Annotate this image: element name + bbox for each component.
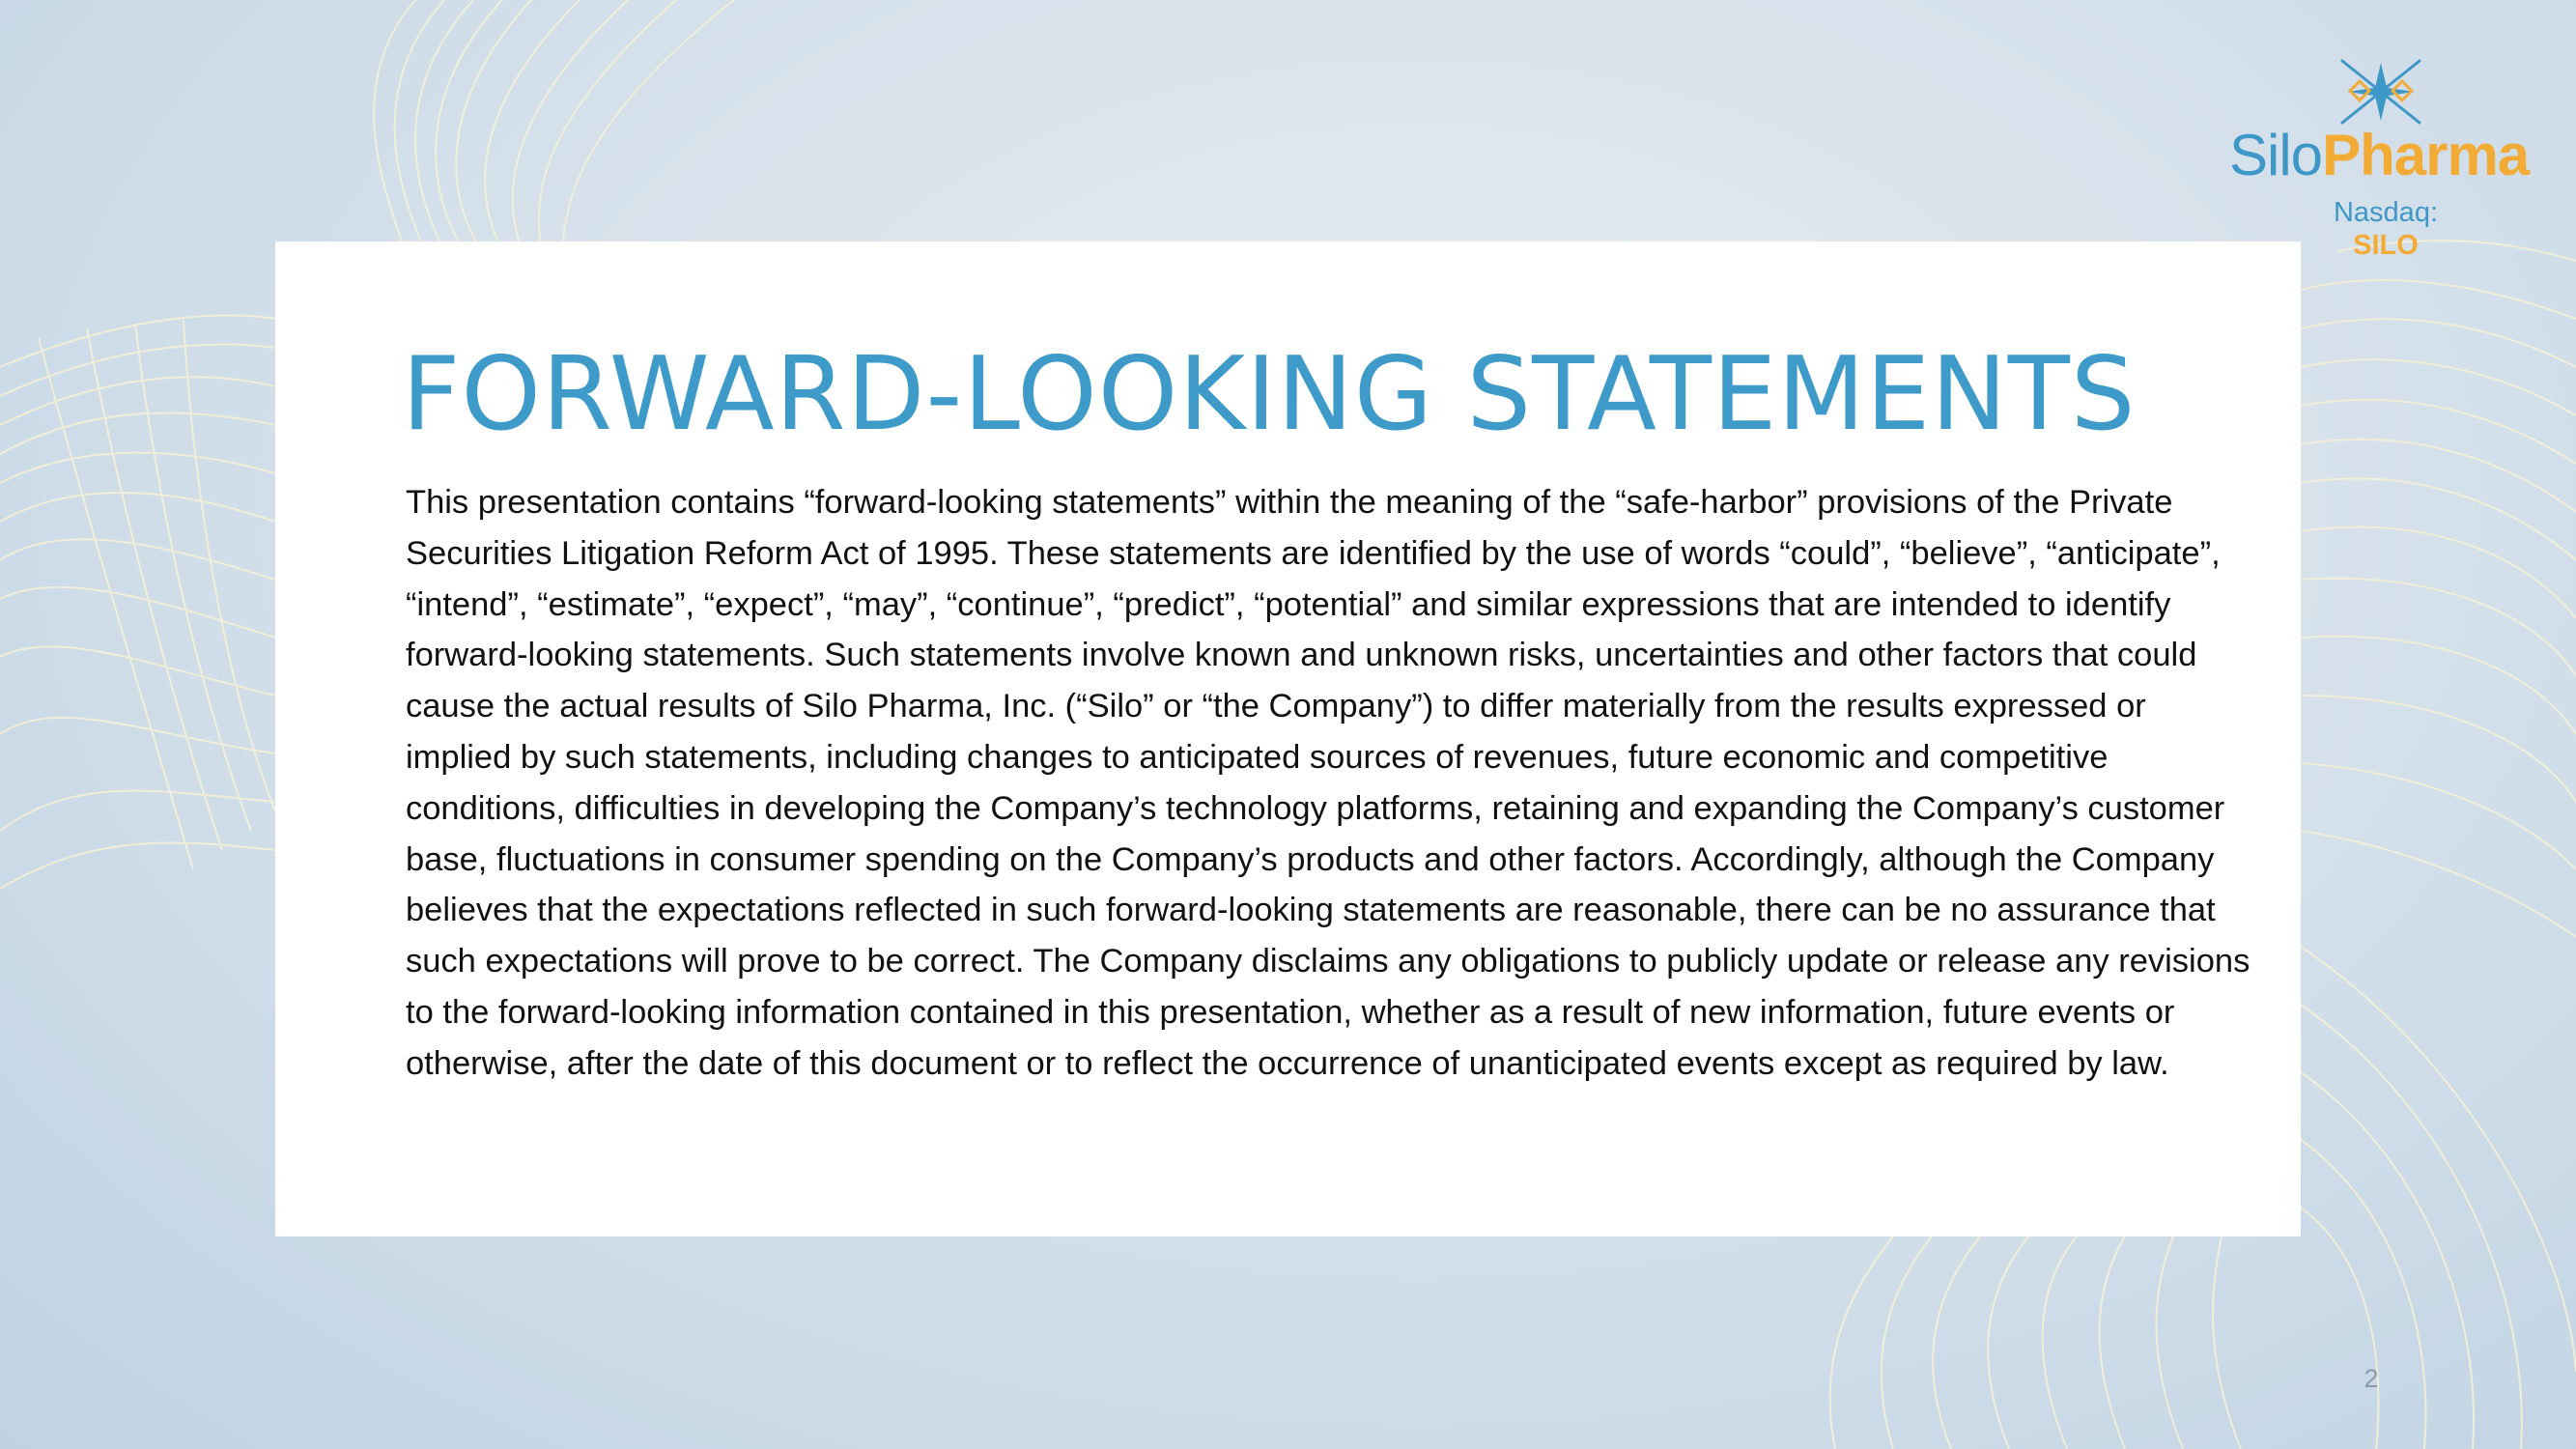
- logo-star-icon: [2328, 53, 2434, 130]
- logo-wordmark: [2229, 124, 2529, 187]
- logo-word-pharma: Pharma: [2322, 123, 2530, 187]
- page-number: 2: [2364, 1364, 2379, 1393]
- company-logo: [2222, 48, 2550, 270]
- exchange-label: Nasdaq:: [2333, 197, 2438, 228]
- logo-word-silo: Silo: [2229, 123, 2323, 187]
- slide-title: FORWARD-LOOKING STATEMENTS: [402, 335, 2137, 453]
- ticker-symbol: SILO: [2353, 230, 2419, 261]
- disclaimer-paragraph: This presentation contains “forward-looking statements” within the meaning of the “safe-harbor” provisions of the Private Securities Litigation Reform Act of 1995. These statements are identified by the use of words “could”, “believe”, “anticipate”, “intend”, “estimate”, “expect”, “may”, “continue”, “predict”, “potential” and similar expressions that are intended to identify forward-looking statements. Such statements involve known and unknown risks, uncertainties and other factors that could cause the actual results of Silo Pharma, Inc. (“Silo” or “the Company”) to differ materially from the results expressed or implied by such statements, including changes to anticipated sources of revenues, future economic and competitive conditions, difficulties in developing the Company’s technology platforms, retaining and expanding the Company’s customer base, fluctuations in consumer spending on the Company’s products and other factors. Accordingly, although the Company believes that the expectations reflected in such forward-looking statements are reasonable, there can be no assurance that such expectations will prove to be correct. The Company disclaims any obligations to publicly update or release any revisions to the forward-looking information contained in this presentation, whether as a result of new information, future events or otherwise, after the date of this document or to reflect the occurrence of unanticipated events except as required by law.: [406, 484, 2250, 1082]
- content-card: [275, 242, 2301, 1236]
